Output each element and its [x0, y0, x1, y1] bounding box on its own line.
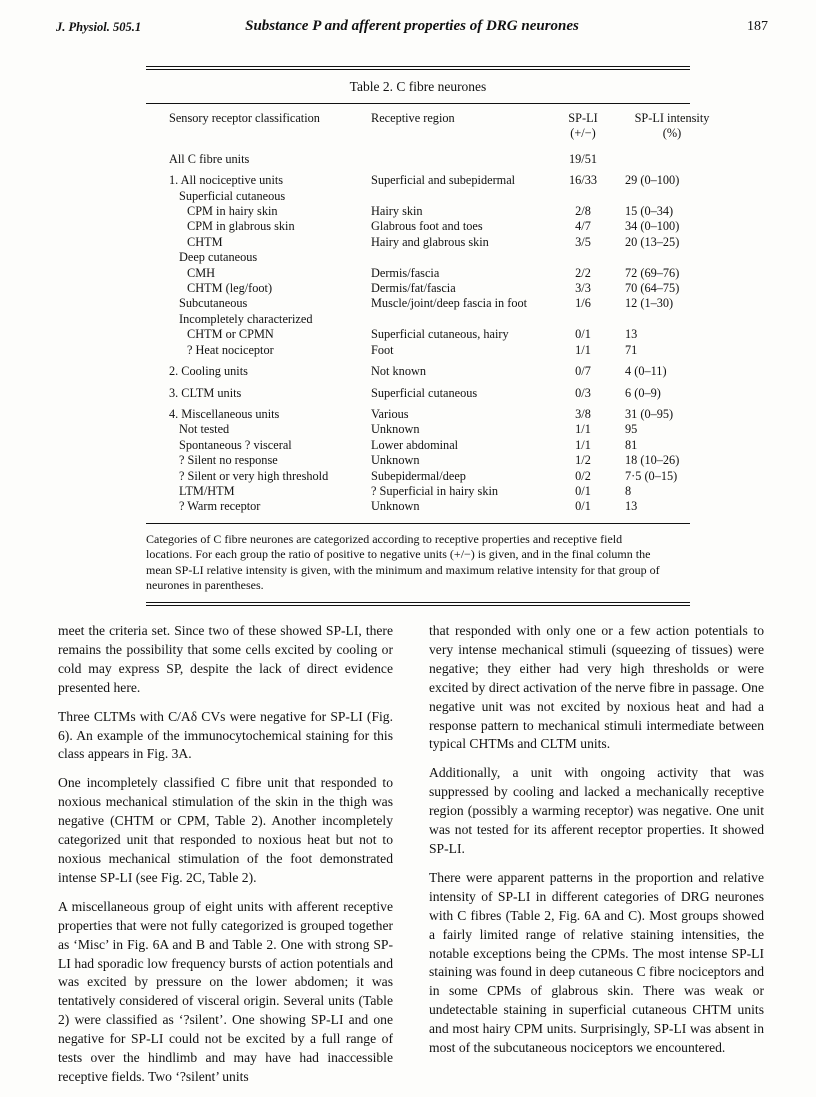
- row-intensity: 8: [625, 483, 632, 498]
- journal-reference: J. Physiol. 505.1: [56, 20, 142, 34]
- row-intensity: 7·5 (0–15): [625, 468, 678, 483]
- row-spli: 0/1: [575, 327, 591, 342]
- table-bottom-rule-2: [146, 602, 690, 606]
- table-row: [146, 380, 725, 401]
- row-spli: 1/1: [575, 437, 591, 452]
- column-header-region: Receptive region: [371, 111, 455, 125]
- row-region: Muscle/joint/deep fascia in foot: [371, 296, 528, 311]
- row-intensity: 12 (1–30): [625, 296, 674, 311]
- row-label: Subcutaneous: [179, 296, 248, 311]
- body-paragraph: Three CLTMs with C/Aδ CVs were negative for SP-LI (Fig. 6). An example of the immunocytochemical staining for this class appears in Fig. 3A.: [58, 708, 393, 762]
- row-intensity: 20 (13–25): [625, 234, 680, 249]
- row-intensity: 70 (64–75): [625, 281, 680, 296]
- table-row: [146, 401, 725, 422]
- row-label: 1. All nociceptive units: [169, 173, 284, 188]
- row-intensity: 31 (0–95): [625, 406, 674, 421]
- row-intensity: [619, 189, 725, 204]
- row-intensity: 18 (10–26): [625, 453, 680, 468]
- row-label: CHTM or CPMN: [187, 327, 274, 342]
- row-label: Spontaneous ? visceral: [179, 437, 292, 452]
- row-label: CPM in glabrous skin: [187, 219, 295, 234]
- table-row: [146, 469, 725, 484]
- row-region: Foot: [371, 342, 394, 357]
- table-row: [146, 250, 725, 265]
- row-spli: 2/2: [575, 265, 591, 280]
- row-spli: 3/3: [575, 281, 591, 296]
- column-header-classification: Sensory receptor classification: [169, 111, 320, 125]
- row-label: Deep cutaneous: [179, 250, 258, 265]
- row-region: Unknown: [371, 422, 420, 437]
- body-paragraph: Additionally, a unit with ongoing activity that was suppressed by cooling and lacked a mechanically receptive region (possibly a warming receptor) was negative. One unit was not tested for its afferent receptor properties. It showed SP-LI.: [429, 765, 764, 856]
- row-spli: 1/2: [575, 453, 591, 468]
- body-paragraph: One incompletely classified C fibre unit that responded to noxious mechanical stimulation of the skin in the thigh was negative (CHTM or CPM, Table 2). Another incompletely categorized unit that responded to noxious heat but not to noxious mechanical stimulation of the foot demonstrated intense SP-LI (see Fig. 2C, Table 2).: [58, 775, 393, 885]
- row-region: Subepidermal/deep: [371, 468, 466, 483]
- row-label: 4. Miscellaneous units: [169, 406, 280, 421]
- body-paragraph: meet the criteria set. Since two of these showed SP-LI, there remains the possibility that some cells excited by cooling or cold may express SP, despite the lack of direct evidence presented here.: [58, 623, 393, 695]
- row-spli: 1/6: [575, 296, 591, 311]
- row-intensity: 15 (0–34): [625, 204, 674, 219]
- row-label: LTM/HTM: [179, 483, 235, 498]
- row-spli: 16/33: [568, 173, 597, 188]
- table-row: [146, 219, 725, 234]
- column-header-intensity: SP-LI intensity (%): [634, 111, 710, 141]
- row-intensity: [619, 312, 725, 327]
- table-row: [146, 296, 725, 311]
- row-intensity: 72 (69–76): [625, 265, 680, 280]
- row-region: Dermis/fat/fascia: [371, 281, 456, 296]
- row-intensity: [619, 152, 725, 167]
- row-label: ? Silent or very high threshold: [179, 468, 329, 483]
- row-region: Lower abdominal: [371, 437, 459, 452]
- row-region: Various: [371, 406, 409, 421]
- row-intensity: 81: [625, 437, 638, 452]
- table-row: [146, 453, 725, 468]
- running-title: Substance P and afferent properties of DRG neurones: [245, 18, 579, 34]
- row-label: ? Warm receptor: [179, 499, 261, 514]
- row-label: CHTM: [187, 234, 223, 249]
- row-intensity: 6 (0–9): [625, 385, 661, 400]
- column-header-spli: SP-LI (+/−): [568, 111, 598, 141]
- row-label: 2. Cooling units: [169, 364, 248, 379]
- row-intensity: [619, 250, 725, 265]
- row-region: Not known: [371, 364, 426, 379]
- row-spli: [547, 250, 619, 265]
- table-row: [146, 312, 725, 327]
- body-column-left: [58, 622, 393, 1097]
- row-spli: 4/7: [575, 219, 591, 234]
- row-label: 3. CLTM units: [169, 385, 242, 400]
- row-spli: 0/1: [575, 499, 591, 514]
- row-intensity: 13: [625, 499, 638, 514]
- row-spli: 19/51: [568, 151, 597, 166]
- row-spli: 3/8: [575, 406, 591, 421]
- row-spli: 0/7: [575, 364, 591, 379]
- row-region: ? Superficial in hairy skin: [371, 483, 499, 498]
- running-header: [56, 18, 768, 40]
- row-label: CMH: [187, 265, 216, 280]
- row-label: All C fibre units: [169, 151, 250, 166]
- table-row: [146, 266, 725, 281]
- row-label: ? Silent no response: [179, 453, 278, 468]
- table-caption: Table 2. C fibre neurones: [349, 79, 487, 94]
- row-intensity: 95: [625, 422, 638, 437]
- row-region: Dermis/fascia: [371, 265, 440, 280]
- body-column-right: [429, 622, 764, 1068]
- table-header-row: [146, 104, 725, 148]
- row-label: Not tested: [179, 422, 230, 437]
- row-region: Unknown: [371, 453, 420, 468]
- table-row: [146, 343, 725, 358]
- row-label: Superficial cutaneous: [179, 188, 286, 203]
- row-spli: [547, 312, 619, 327]
- row-region: Glabrous foot and toes: [371, 219, 483, 234]
- table-row: [146, 484, 725, 499]
- table-body: [146, 148, 725, 515]
- row-label: CHTM (leg/foot): [187, 281, 273, 296]
- body-paragraph: that responded with only one or a few action potentials to very intense mechanical stimuli (squeezing of tissues) were negative; they either had very high thresholds or were excited by direct activation of the nerve fibre in passage. One negative unit was not excited by noxious heat and had a response pattern to mechanical stimuli intermediate between typical CHTMs and CLTM units.: [429, 623, 764, 752]
- row-spli: 2/8: [575, 204, 591, 219]
- row-region: Superficial and subepidermal: [371, 173, 516, 188]
- row-spli: [547, 189, 619, 204]
- table-row: [146, 327, 725, 342]
- body-paragraph: There were apparent patterns in the proportion and relative intensity of SP-LI in different categories of DRG neurones with C fibres (Table 2, Fig. 6A and C). Most groups showed a fairly limited range of relative staining intensities, the notable exceptions being the CPMs. The most intense SP-LI staining was found in deep cutaneous C fibre nociceptors and in some CPMs of glabrous skin. There was weak or undetectable staining in superficial cutaneous CHTM units and most hairy CPM units. Surprisingly, SP-LI was absent in most of the subcutaneous nociceptors we encountered.: [429, 869, 764, 1056]
- row-intensity: 13: [625, 327, 638, 342]
- body-paragraph: A miscellaneous group of eight units with afferent receptive properties that were not fully categorized is grouped together as ‘Misc’ in Fig. 6A and B and Table 2. One with strong SP-LI had sporadic low frequency bursts of action potentials and was excited by pressure on the lower abdomen; it was tentatively considered of visceral origin. Several units (Table 2) were classified as ‘?silent’. One showing SP-LI and one negative for SP-LI could not be excited by a full range of tests over the hindlimb and may have had inaccessible receptive fields. Two ‘?silent’ units: [58, 898, 393, 1084]
- table-row: [146, 281, 725, 296]
- row-spli: 0/3: [575, 385, 591, 400]
- row-region: Unknown: [371, 499, 420, 514]
- row-region: Hairy and glabrous skin: [371, 234, 489, 249]
- row-spli: 1/1: [575, 422, 591, 437]
- row-intensity: 71: [625, 342, 638, 357]
- table-row: [146, 235, 725, 250]
- row-region: [359, 152, 547, 167]
- table-notes: Categories of C fibre neurones are categorized according to receptive properties and receptive field locations. For each group the ratio of positive to negative units (+/−) is given, and in the final column the mean SP-LI relative intensity is given, with the minimum and maximum relative intensity for that group of neurones in parentheses.: [146, 531, 660, 593]
- page-number: 187: [747, 19, 768, 34]
- table-row: [146, 152, 725, 167]
- table-2: [146, 66, 710, 606]
- row-region: [359, 250, 547, 265]
- data-table: [146, 104, 725, 515]
- table-row: [146, 167, 725, 188]
- row-label: ? Heat nociceptor: [187, 342, 274, 357]
- table-row: [146, 422, 725, 437]
- row-region: [359, 312, 547, 327]
- table-row: [146, 204, 725, 219]
- table-row: [146, 358, 725, 379]
- row-spli: 3/5: [575, 234, 591, 249]
- row-label: CPM in hairy skin: [187, 204, 278, 219]
- row-intensity: 29 (0–100): [625, 173, 680, 188]
- row-spli: 0/1: [575, 483, 591, 498]
- row-spli: 0/2: [575, 468, 591, 483]
- row-label: Incompletely characterized: [179, 311, 313, 326]
- row-region: Superficial cutaneous, hairy: [371, 327, 509, 342]
- table-row: [146, 438, 725, 453]
- row-region: [359, 189, 547, 204]
- table-row: [146, 189, 725, 204]
- row-region: Hairy skin: [371, 204, 423, 219]
- row-spli: 1/1: [575, 342, 591, 357]
- row-region: Superficial cutaneous: [371, 385, 478, 400]
- row-intensity: 4 (0–11): [625, 364, 667, 379]
- table-row: [146, 499, 725, 514]
- row-intensity: 34 (0–100): [625, 219, 680, 234]
